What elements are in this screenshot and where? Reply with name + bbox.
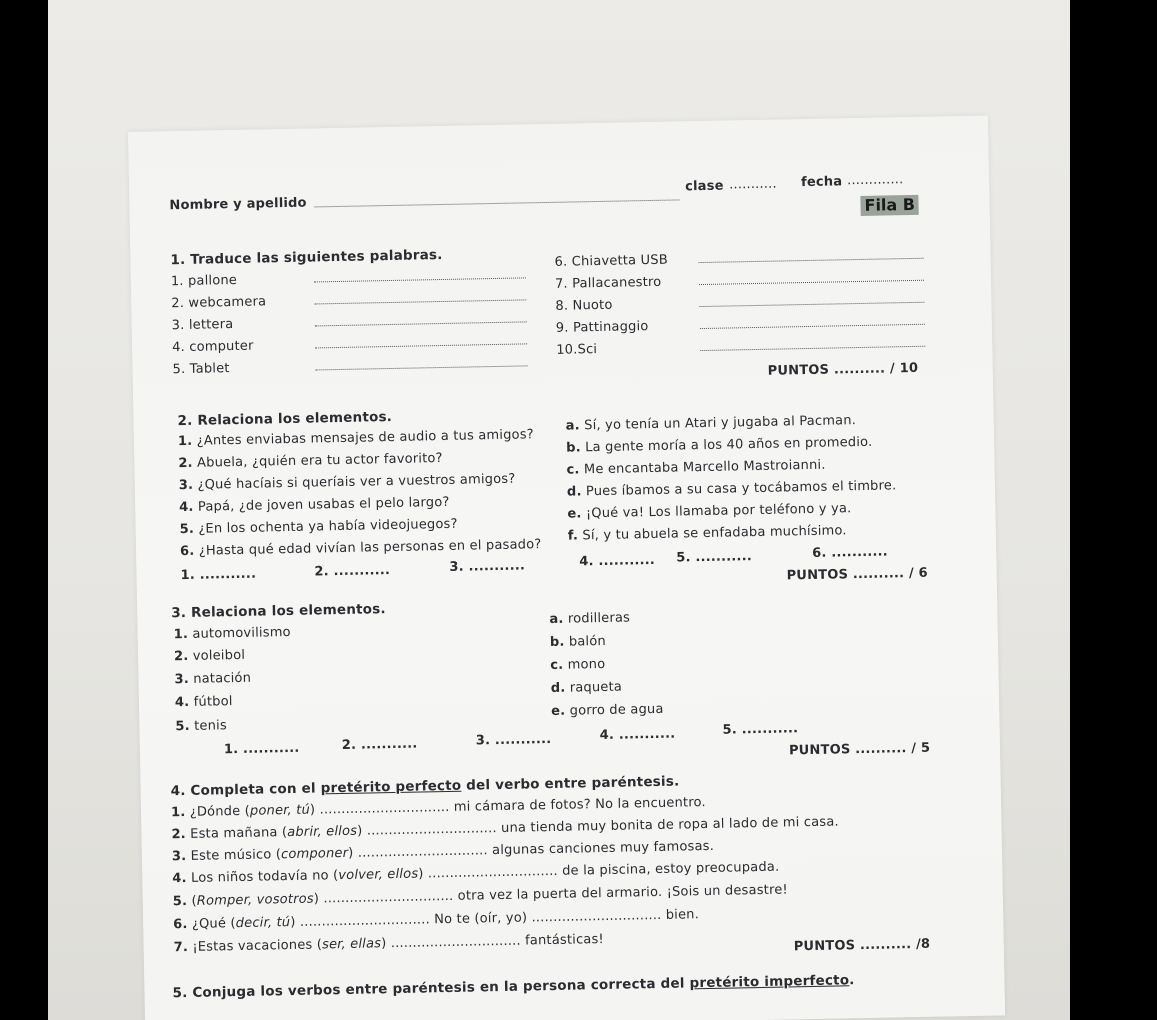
answer-blank[interactable] — [316, 365, 528, 370]
match-blank[interactable]: 2. ........... — [314, 563, 391, 580]
sentence-item: 6. ¿Qué (decir, tú) .............................. No te (oír, yo) .............................. bien. — [173, 907, 700, 933]
answer-blank[interactable] — [700, 346, 925, 351]
match-blank[interactable]: 3. ........... — [475, 731, 552, 749]
worksheet-page — [128, 115, 1005, 1020]
row-badge: Fila B — [860, 195, 919, 216]
list-item: 8. Nuoto — [555, 297, 613, 314]
sentence-item: 4. Los niños todavía no (volver, ellos) .............................. de la piscina, estoy preocupada. — [172, 859, 780, 887]
match-blank[interactable]: 1. ........... — [223, 740, 300, 758]
sentence-item: 5. (Romper, vosotros) .............................. otra vez la puerta del armario. ¡Sois un desastre! — [172, 882, 789, 910]
name-label: Nombre y apellido — [169, 195, 307, 214]
match-blank[interactable]: 5. ........... — [676, 549, 753, 566]
date-blank[interactable]: ............. — [846, 172, 904, 189]
sentence-item: 7. ¡Estas vacaciones (ser, ellas) .............................. fantásticas! — [173, 932, 605, 956]
match-blank[interactable]: 1. ........... — [180, 566, 257, 584]
list-item: 1. pallone — [170, 272, 238, 290]
list-item: d. raqueta — [550, 679, 623, 696]
list-item: e. gorro de agua — [551, 701, 664, 719]
list-item: 6. Chiavetta USB — [554, 252, 669, 270]
list-item: 2. webcamera — [171, 294, 267, 312]
list-item: d. Pues íbamos a su casa y tocábamos el timbre. — [566, 478, 897, 500]
match-blank[interactable]: 3. ........... — [449, 558, 526, 575]
list-item: 5. ¿En los ochenta ya había videojuegos? — [179, 516, 458, 538]
list-item: 1. automovilismo — [173, 624, 291, 643]
match-blank[interactable]: 6. ........... — [812, 544, 888, 561]
list-item: 3. ¿Qué hacíais si queríais ver a vuestros amigos? — [178, 471, 516, 494]
date-label: fecha — [800, 174, 843, 191]
name-blank[interactable] — [314, 199, 679, 207]
list-item: 7. Pallacanestro — [554, 274, 662, 292]
list-item: 4. computer — [172, 338, 254, 356]
list-item: 6. ¿Hasta qué edad vivían las personas en el pasado? — [179, 537, 542, 560]
sentence-item: 1. ¿Dónde (poner, tú) .............................. mi cámara de fotos? No la encuentro. — [170, 795, 706, 821]
list-item: 10.Sci — [556, 342, 598, 358]
class-label: clase — [685, 178, 724, 195]
section5-title: 5. Conjuga los verbos entre paréntesis en la persona correcta del pretérito imperfecto. — [172, 972, 855, 1002]
answer-blank[interactable] — [314, 299, 526, 304]
list-item: 5. Tablet — [172, 361, 230, 378]
answer-blank[interactable] — [699, 302, 924, 307]
list-item: c. Me encantaba Marcello Mastroianni. — [566, 457, 826, 478]
fill-blank[interactable]: .............................. — [427, 863, 558, 882]
answer-blank[interactable] — [699, 258, 924, 263]
list-item: 5. tenis — [175, 718, 228, 735]
list-item: 4. fútbol — [174, 694, 233, 711]
section4-score: PUNTOS .......... /8 — [793, 936, 931, 955]
list-item: 3. natación — [174, 670, 252, 688]
match-blank[interactable]: 2. ........... — [341, 736, 418, 754]
section4-title: 4. Completa con el pretérito perfecto del verbo entre paréntesis. — [170, 773, 680, 800]
section3-title: 3. Relaciona los elementos. — [171, 601, 386, 622]
list-item: 3. lettera — [171, 317, 234, 334]
list-item: f. Sí, y tu abuela se enfadaba muchísimo. — [567, 523, 847, 544]
list-item: a. Sí, yo tenía un Atari y jugaba al Pacman. — [565, 413, 857, 434]
list-item: b. La gente moría a los 40 años en promedio. — [566, 434, 873, 456]
answer-blank[interactable] — [315, 321, 527, 326]
fill-blank[interactable]: .............................. — [366, 821, 497, 839]
list-item: 4. Papá, ¿de joven usabas el pelo largo? — [179, 494, 450, 516]
list-item: e. ¡Qué va! Los llamaba por teléfono y ya. — [567, 501, 852, 522]
fill-blank[interactable]: .............................. — [357, 843, 488, 861]
match-blank[interactable]: 5. ........... — [722, 721, 799, 738]
section3-score: PUNTOS .......... / 5 — [788, 740, 931, 759]
list-item: 2. Abuela, ¿quién era tu actor favorito? — [178, 451, 443, 472]
section1-title: 1. Traduce las siguientes palabras. — [170, 246, 443, 269]
fill-blank[interactable]: .............................. — [323, 888, 454, 907]
fill-blank[interactable]: .............................. — [319, 799, 450, 818]
list-item: 1. ¿Antes enviabas mensajes de audio a tus amigos? — [177, 427, 534, 450]
list-item: a. rodilleras — [549, 610, 631, 627]
fill-blank[interactable]: .............................. — [390, 933, 521, 952]
list-item: b. balón — [549, 633, 607, 650]
class-blank[interactable]: ........... — [728, 176, 777, 193]
section2-score: PUNTOS .......... / 6 — [786, 565, 928, 584]
fill-blank[interactable]: .............................. — [299, 912, 430, 930]
list-item: c. mono — [550, 656, 606, 673]
answer-blank[interactable] — [314, 277, 526, 282]
sentence-item: 3. Este músico (componer) .............................. algunas canciones muy famosas. — [171, 838, 715, 865]
match-blank[interactable]: 4. ........... — [599, 726, 676, 744]
section2-title: 2. Relaciona los elementos. — [177, 408, 393, 430]
match-blank[interactable]: 4. ........... — [579, 552, 656, 570]
answer-blank[interactable] — [315, 343, 527, 348]
section1-score: PUNTOS .......... / 10 — [767, 360, 919, 379]
answer-blank[interactable] — [700, 324, 925, 329]
list-item: 2. voleibol — [173, 647, 246, 665]
sentence-item: 2. Esta mañana (abrir, ellos) .............................. una tienda muy bonita de ropa al lado de mi casa. — [171, 814, 839, 843]
list-item: 9. Pattinaggio — [555, 319, 649, 336]
answer-blank[interactable] — [699, 280, 924, 285]
